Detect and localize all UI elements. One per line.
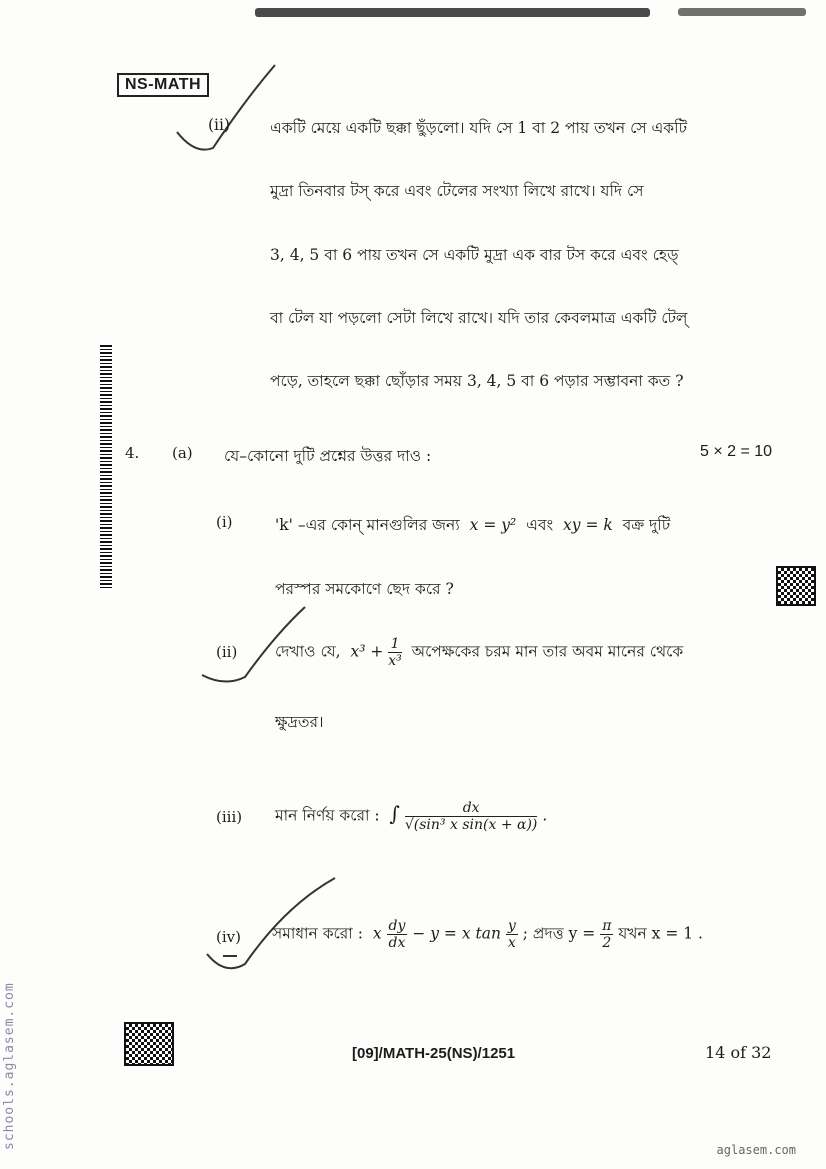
item-iii-frac-num: dx — [405, 800, 538, 817]
q-prev-line-2: মুদ্রা তিনবার টস্ করে এবং টেলের সংখ্যা লিখে রাখে। যদি সে — [270, 182, 644, 200]
item-i-pre: 'k' –এর কোন্ মানগুলির জন্য — [275, 516, 460, 534]
item-iv-cond-post: যখন x = 1 . — [618, 924, 703, 943]
item-iv-d-num: dy — [388, 918, 406, 934]
item-ii-frac-num: 1 — [388, 636, 402, 653]
item-ii-post: অপেক্ষকের চরম মান তার অবম মানের থেকে — [411, 642, 684, 661]
item-iv-label: (iv) — [216, 928, 241, 946]
q-prev-label: (ii) — [208, 116, 231, 134]
item-iv-pre: সমাধান করো : — [272, 924, 363, 943]
q-prev-line-5: পড়ে, তাহলে ছক্কা ছোঁড়ার সময় 3, 4, 5 বা 6 পড়ার সম্ভাবনা কত ? — [270, 372, 684, 390]
paper-code: [09]/MATH-25(NS)/1251 — [352, 1045, 516, 1062]
page-number — [705, 1043, 771, 1062]
question-number: 4. — [125, 444, 140, 462]
item-i-post: বক্র দুটি — [622, 516, 671, 534]
scan-bar-top-right — [678, 8, 806, 16]
scan-bar-top — [255, 8, 650, 17]
page-number-prefix: 14 of — [705, 1043, 746, 1062]
item-iii-post: . — [542, 806, 548, 825]
q-prev-line-4: বা টেল যা পড়লো সেটা লিখে রাখে। যদি তার কেবলমাত্র একটি টেল্ — [270, 309, 688, 327]
item-iii-label: (iii) — [216, 808, 243, 826]
item-iv-tan-arg — [506, 918, 518, 951]
item-iii-text — [275, 800, 547, 833]
question-part: (a) — [172, 444, 193, 462]
side-watermark: schools.aglasem.com — [2, 982, 17, 1150]
item-iv-derivative — [387, 918, 408, 951]
item-iv-mid: − y = x tan — [412, 924, 501, 943]
integral-sign: ∫ — [389, 801, 400, 826]
marks-allocation: 5 × 2 = 10 — [700, 443, 773, 460]
item-i-and: এবং — [526, 516, 554, 534]
question-instruction: যে–কোনো দুটি প্রশ্নের উত্তর দাও : — [224, 447, 432, 465]
q-prev-line-1: একটি মেয়ে একটি ছক্কা ছুঁড়লো। যদি সে 1 বা 2 পায় তখন সে একটি — [270, 119, 688, 137]
item-i-line-2: পরস্পর সমকোণে ছেদ করে ? — [275, 580, 454, 598]
item-iv-cond-pre: ; প্রদত্ত y = — [522, 924, 596, 943]
item-iv-x: x — [372, 924, 382, 943]
item-iii-pre: মান নির্ণয় করো : — [275, 806, 380, 825]
item-iv-pi-frac — [600, 918, 613, 951]
item-ii-line-2: ক্ষুদ্রতর। — [275, 713, 324, 731]
item-i-label: (i) — [216, 513, 233, 531]
item-ii-fraction — [388, 636, 402, 669]
item-i-text — [275, 513, 670, 539]
item-iv-t-num: y — [507, 918, 516, 934]
section-code: NS-MATH — [125, 76, 202, 93]
item-ii-frac-den: x³ — [388, 653, 402, 669]
item-ii-expr: x³ + — [350, 642, 384, 661]
page-number-total: 32 — [751, 1043, 772, 1062]
item-iv-text — [272, 918, 703, 951]
qr-code — [776, 566, 816, 606]
footer-qr-code — [124, 1022, 174, 1066]
item-iv-t-den: x — [507, 935, 516, 951]
item-ii-label: (ii) — [216, 643, 238, 661]
q-prev-line-3: 3, 4, 5 বা 6 পায় তখন সে একটি মুদ্রা এক বার টস করে এবং হেড্ — [270, 246, 679, 264]
checkmark-icon — [175, 60, 285, 160]
barcode — [100, 345, 112, 590]
item-iv-p-den: 2 — [602, 935, 612, 951]
item-ii-pre: দেখাও যে, — [275, 642, 341, 661]
bottom-watermark: aglasem.com — [716, 1143, 796, 1157]
item-iv-d-den: dx — [388, 935, 406, 951]
item-iii-frac-den: √(sin³ x sin(x + α)) — [404, 817, 538, 833]
item-i-eq1: x = y² — [469, 516, 517, 534]
item-iv-p-num: π — [602, 918, 612, 934]
item-iii-fraction — [405, 800, 538, 833]
item-ii-text — [275, 636, 683, 669]
item-i-eq2: xy = k — [563, 516, 613, 534]
